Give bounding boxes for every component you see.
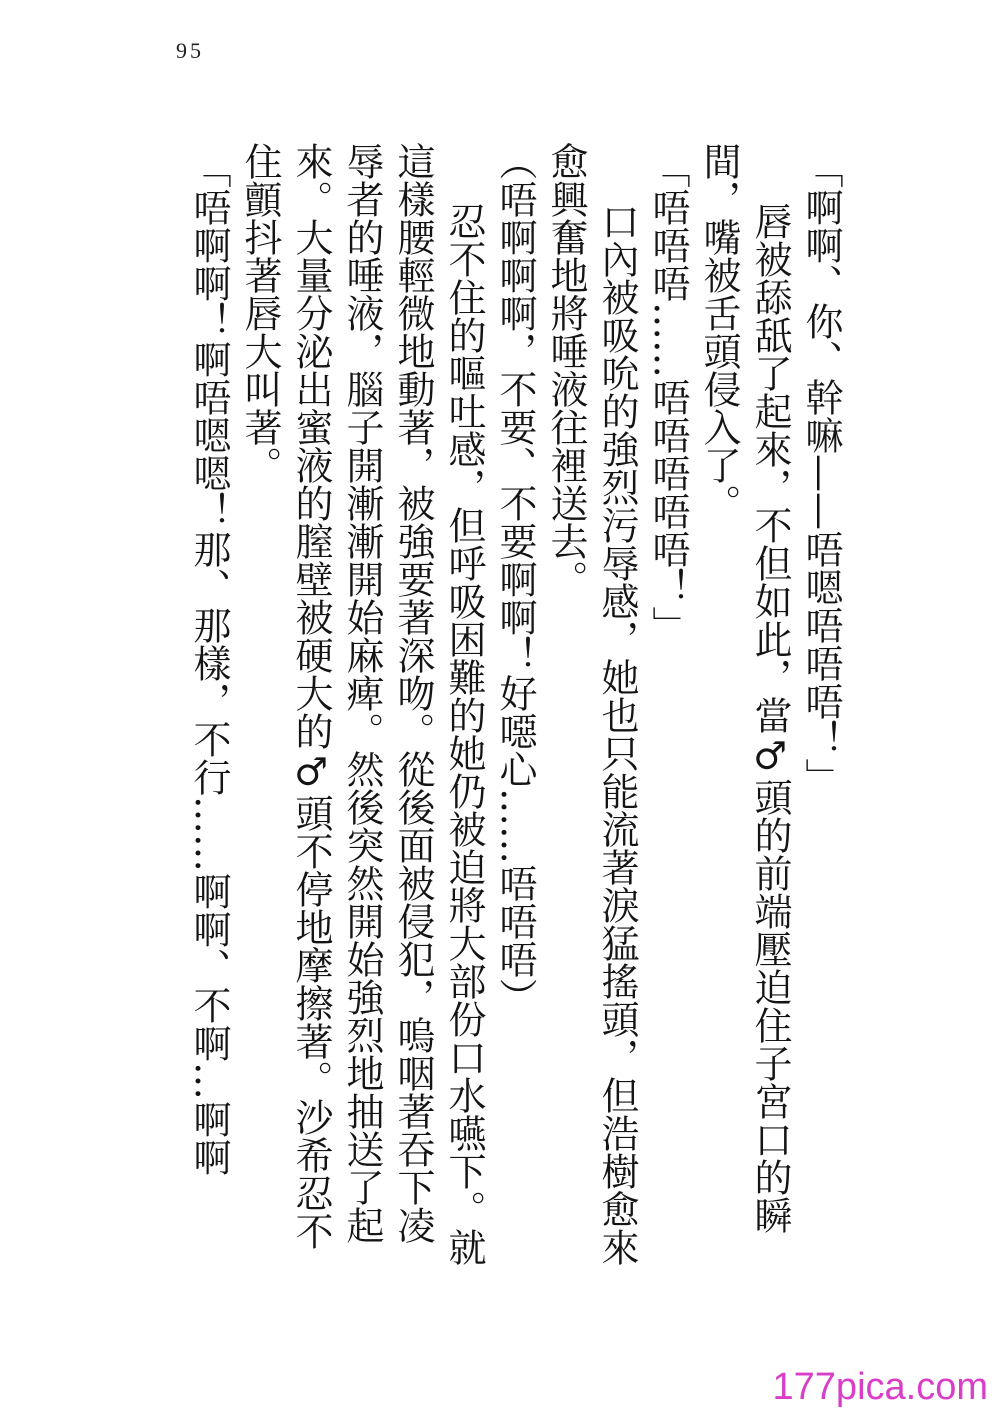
- body-text: [183, 142, 846, 1272]
- text-column-2: 唇被舔舐了起來，不但如此，當♂頭的前端壓迫住子宮口的瞬: [748, 202, 792, 1234]
- text-column-5: 口內被吸吮的強烈污辱感，她也只能流著淚猛搖頭，但浩樹愈來: [595, 202, 639, 1266]
- text-column-1: 「啊啊、你、幹嘛——唔嗯唔唔唔！」: [799, 150, 843, 796]
- text-column-11: 來。大量分泌出蜜液的膣壁被硬大的♂頭不停地摩擦著。沙希忍不: [289, 142, 333, 1250]
- text-column-10: 辱者的唾液，腦子開漸漸開始麻痺。然後突然開始強烈地抽送了起: [340, 142, 384, 1244]
- text-column-12: 住顫抖著唇大叫著。: [238, 142, 282, 484]
- text-column-8: 忍不住的嘔吐感，但呼吸困難的她仍被迫將大部份口水嚥下。就: [442, 202, 486, 1266]
- page-number: 95: [176, 38, 204, 63]
- text-column-7: （唔啊啊啊，不要、不要啊啊！好噁心……唔唔唔）: [493, 142, 537, 1016]
- text-column-6: 愈興奮地將唾液往裡送去。: [544, 142, 588, 598]
- text-column-4: 「唔唔唔……唔唔唔唔唔！」: [646, 150, 690, 644]
- text-column-13: 「唔啊啊！啊唔嗯嗯！那、那樣，不行……啊啊、不啊…啊啊: [187, 150, 231, 1176]
- text-column-3: 間，嘴被舌頭侵入了。: [697, 142, 741, 522]
- text-column-9: 這樣腰輕微地動著，被強要著深吻。從後面被侵犯，嗚咽著吞下凌: [391, 142, 435, 1244]
- watermark: 177pica.com: [772, 1366, 988, 1408]
